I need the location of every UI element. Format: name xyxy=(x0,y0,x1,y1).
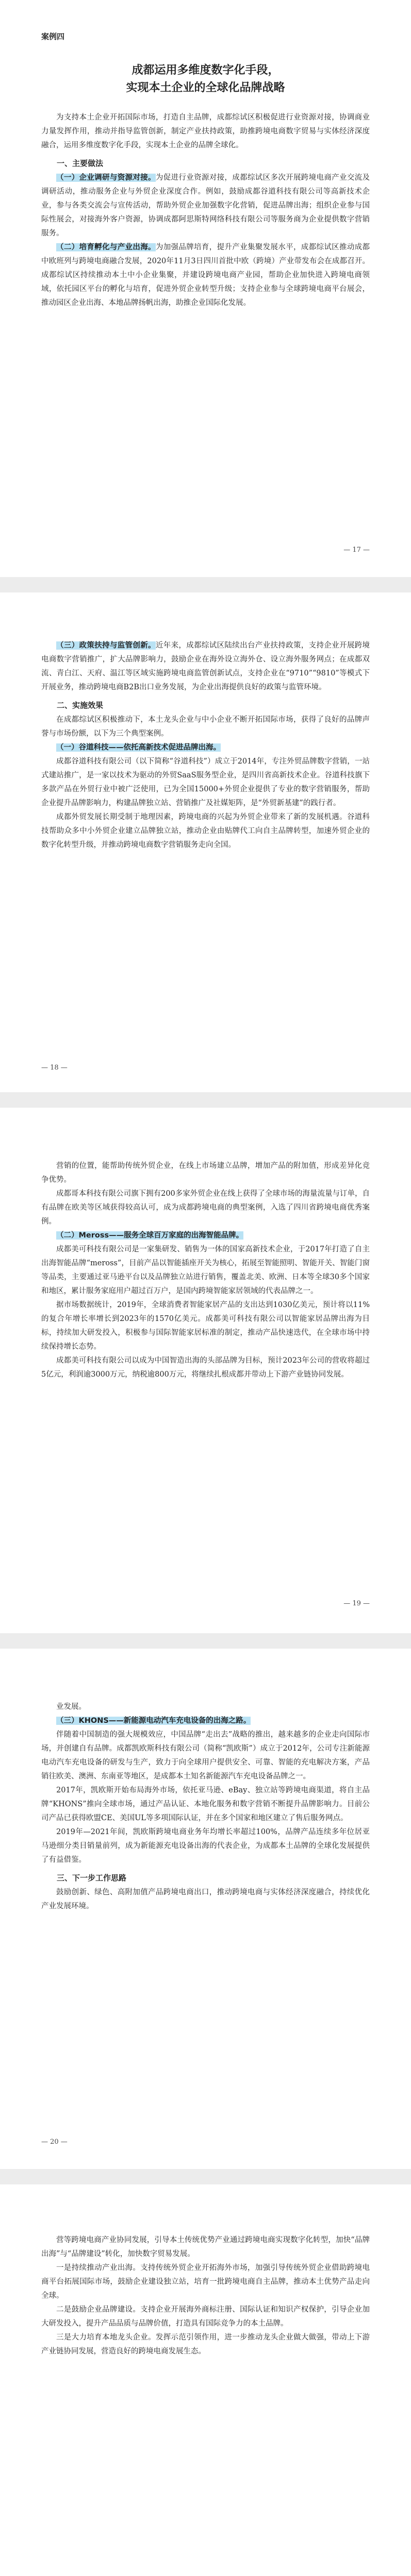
practice-paragraph-2 xyxy=(41,241,370,310)
highlight-subheading: （二）培育孵化与产业出海。 xyxy=(56,243,156,251)
result-heading-1 xyxy=(41,741,370,755)
next-step-2: 二是鼓励企业品牌建设。支持企业开展海外商标注册、国际认证和知识产权保护，引导企业加大研发投入，提升产品品质与品牌价值，打造具有国际竞争力的本土品牌。 xyxy=(41,2306,370,2328)
next-steps-intro: 鼓励创新、绿色、高附加值产品跨境电商出口，推动跨境电商与实体经济深度融合，持续优化产业发展环境。 xyxy=(41,1888,370,1910)
document-title xyxy=(41,61,370,96)
page-number: — 18 — xyxy=(41,1064,68,1072)
document-page-5 xyxy=(0,2184,411,2576)
document-page-2 xyxy=(0,592,411,1092)
section-heading-results: 二、实施效果 xyxy=(57,701,104,710)
paragraph-text: 近年来，成都综试区陆续出台产业扶持政策，支持企业开展跨境电商数字营销推广，扩大品牌影响力，鼓励企业在海外设立海外仓、设立海外服务网点；在成都双流、青白江、天府、温江等区域实施跨境电商监管创新试点，支持企业在“9710”“9810”等模式下开展业务，推动跨境电商B2B出口业务发展，为企业出海提供良好的政策与监管环境。 xyxy=(41,641,370,691)
document-page-3 xyxy=(0,1108,411,1633)
result-3-paragraph-3: 2019年—2021年间，凯欧斯跨境电商业务年均增长率超过100%，品牌产品连续多年位居亚马逊细分类目销量前列，成为新能源充电设备出海的代表企业，为成都本土品牌的全球化发展提供了有益借鉴。 xyxy=(41,1828,370,1864)
result-2-paragraph-1: 成都美可科技有限公司是一家集研发、销售为一体的国家高新技术企业，于2017年打造了自主出海智能品牌“meross”，目前产品以智能插座开关为核心，拓展至智能照明、智能开关、智能门窗等品类，主要通过亚马逊平台以及品牌独立站进行销售，覆盖北美、欧洲、日本等全球30多个国家和地区，累计服务家庭用户超过百万户，是国内跨境智能家居领域的代表品牌之一。 xyxy=(41,1245,370,1295)
highlight-subheading: （一）谷道科技——依托高新技术促进品牌出海。 xyxy=(56,743,221,752)
next-step-3: 三是大力培育本地龙头企业。发挥示范引领作用，进一步推动龙头企业做大做强，带动上下游产业链协同发展，营造良好的跨境电商发展生态。 xyxy=(41,2333,370,2355)
page-number: — 19 — xyxy=(343,1600,370,1607)
paragraph-continued: 营销的位置，能帮助传统外贸企业，在线上市场建立品牌，增加产品的附加值，形成差异化竞争优势。 xyxy=(41,1162,370,1184)
paragraph: 成都哥本科技有限公司旗下拥有200多家外贸企业在线上获得了全球市场的海量流量与订单，自有品牌在欧美等区域获得较高认可，成为成都跨境电商的典型案例，入选了四川省跨境电商优秀案例。 xyxy=(41,1190,370,1226)
result-2-paragraph-2: 据市场数据统计，2019年，全球消费者智能家居产品的支出达到1030亿美元，预计将以11%的复合年增长率增长到2023年的1570亿美元。成都美可科技有限公司以智能家居品牌出海为目标，持续加大研发投入，积极参与国际智能家居标准的制定，推动产品快速迭代，在全球市场中持续保持增长态势。 xyxy=(41,1301,370,1351)
results-intro: 在成都综试区积极推动下，本土龙头企业与中小企业不断开拓国际市场，获得了良好的品牌声誉与市场份额，以下为三个典型案例。 xyxy=(41,716,370,738)
intro-paragraph: 为支持本土企业开拓国际市场，打造自主品牌，成都综试区积极促进行业资源对接，协调商业力量发挥作用，推动并指导监管创新，制定产业扶持政策，助推跨境电商数字贸易与实体经济深度融合，运用多维度数字化手段，实现本土企业的品牌全球化。 xyxy=(41,113,370,149)
result-3-paragraph-1: 伴随着中国制造的强大规模效应，中国品牌“走出去”战略的推出，越来越多的企业走向国际市场，并创建自有品牌。成都凯欧斯科技有限公司（简称“凯欧斯”）成立于2012年，公司专注新能源电动汽车充电设备的研发与生产，致力于向全球用户提供安全、可靠、智能的充电解决方案，产品销往欧美、澳洲、东南亚等地区，是成都本土知名新能源汽车充电设备品牌之一。 xyxy=(41,1731,370,1781)
highlight-subheading: （一）企业调研与资源对接。 xyxy=(56,174,156,182)
highlight-subheading: （三）政策扶持与监管创新。 xyxy=(56,641,156,650)
result-2-paragraph-3: 成都美可科技有限公司以成为中国智造出海的头部品牌为目标，预计2023年公司的营收将超过5亿元，利润逾3000万元，纳税逾800万元，将继续扎根成都并带动上下游产业链协同发展。 xyxy=(41,1357,370,1379)
document-page-1 xyxy=(0,0,411,577)
paragraph-text: 为加强品牌培育，提升产业集聚发展水平，成都综试区推动成都中欧班列与跨境电商融合发展，2020年11月3日四川首批中欧（跨境）产业带发布会在成都召开。成都综试区持续推动本土中小企业集聚，并建设跨境电商产业园，帮助企业加快进入跨境电商领域，依托园区平台的孵化与培育，促进外贸企业转型升级；支持企业参与全球跨境电商平台展会，推动园区企业出海、本地品牌扬帆出海，助推企业国际化发展。 xyxy=(41,243,370,307)
practice-paragraph-3 xyxy=(41,639,370,694)
next-step-1: 一是持续推动产业出海。支持传统外贸企业开拓海外市场，加强引导传统外贸企业借助跨境电商平台拓展国际市场，鼓励企业建设独立站，培育一批跨境电商自主品牌，推动本土优势产品走向全球。 xyxy=(41,2264,370,2300)
section-heading-practice: 一、主要做法 xyxy=(57,159,104,168)
paragraph-text: 为促进行业资源对接，成都综试区多次开展跨境电商产业交流及调研活动，推动服务企业与外贸企业深度合作。例如，鼓励成都谷道科技有限公司等高新技术企业，参与各类交流会与宣传活动，帮助外贸企业加强数字化营销，促进品牌出海；组织企业参与国际性展会，对接海外客户资源，协调成都阿思斯特网络科技有限公司等服务商为企业提供数字营销服务。 xyxy=(41,174,370,238)
paragraph-continued: 业发展。 xyxy=(56,1703,86,1711)
result-3-paragraph-2: 2017年，凯欧斯开始布局海外市场，依托亚马逊、eBay、独立站等跨境电商渠道，将自主品牌“KHONS”推向全球市场，通过产品认证、本地化服务和数字营销不断提升品牌影响力。目前公司产品已获得欧盟CE、美国UL等多项国际认证，并在多个国家和地区建立了售后服务网点。 xyxy=(41,1786,370,1822)
document-page-4 xyxy=(0,1649,411,2169)
result-1-paragraph-1: 成都谷道科技有限公司（以下简称“谷道科技”）成立于2014年，专注外贸品牌数字营销，一站式建站推广，是一家以技术为驱动的外贸SaaS服务型企业，是四川省高新技术企业。谷道科技旗下多款产品在外贸行业中被广泛使用，已为全国15000+外贸企业提供了专业的数字营销服务，帮助企业提升品牌影响力，构建品牌独立站、营销推广及社媒矩阵，是“外贸新基建”的践行者。 xyxy=(41,757,370,807)
paragraph-continued: 营等跨境电商产业协同发展，引导本土传统优势产业通过跨境电商实现数字化转型，加快“品牌出海”与“品牌建设”转化，加快数字贸易发展。 xyxy=(41,2236,370,2258)
title-line-1: 成都运用多维度数字化手段， xyxy=(131,63,280,77)
result-heading-3 xyxy=(41,1714,370,1728)
highlight-subheading: （二）Meross——服务全球百万家庭的出海智能品牌。 xyxy=(56,1231,244,1240)
title-line-2: 实现本土企业的全球化品牌战略 xyxy=(126,81,285,94)
result-1-paragraph-2: 成都外贸发展长期受制于地理因素，跨境电商的兴起为外贸企业带来了新的发展机遇。谷道科技帮助众多中小外贸企业建立品牌独立站，推动企业由贴牌代工向自主品牌转型，加速外贸企业的数字化转型升级，并推动跨境电商数字营销服务走向全国。 xyxy=(41,813,370,849)
result-heading-2 xyxy=(41,1229,370,1243)
practice-paragraph-1 xyxy=(41,171,370,241)
case-label: 案例四 xyxy=(41,32,65,41)
highlight-subheading: （三）KHONS——新能源电动汽车充电设备的出海之路。 xyxy=(56,1717,251,1725)
page-number: — 17 — xyxy=(343,546,370,554)
page-number: — 20 — xyxy=(41,2138,68,2146)
section-heading-next-steps: 三、下一步工作思路 xyxy=(57,1873,127,1883)
